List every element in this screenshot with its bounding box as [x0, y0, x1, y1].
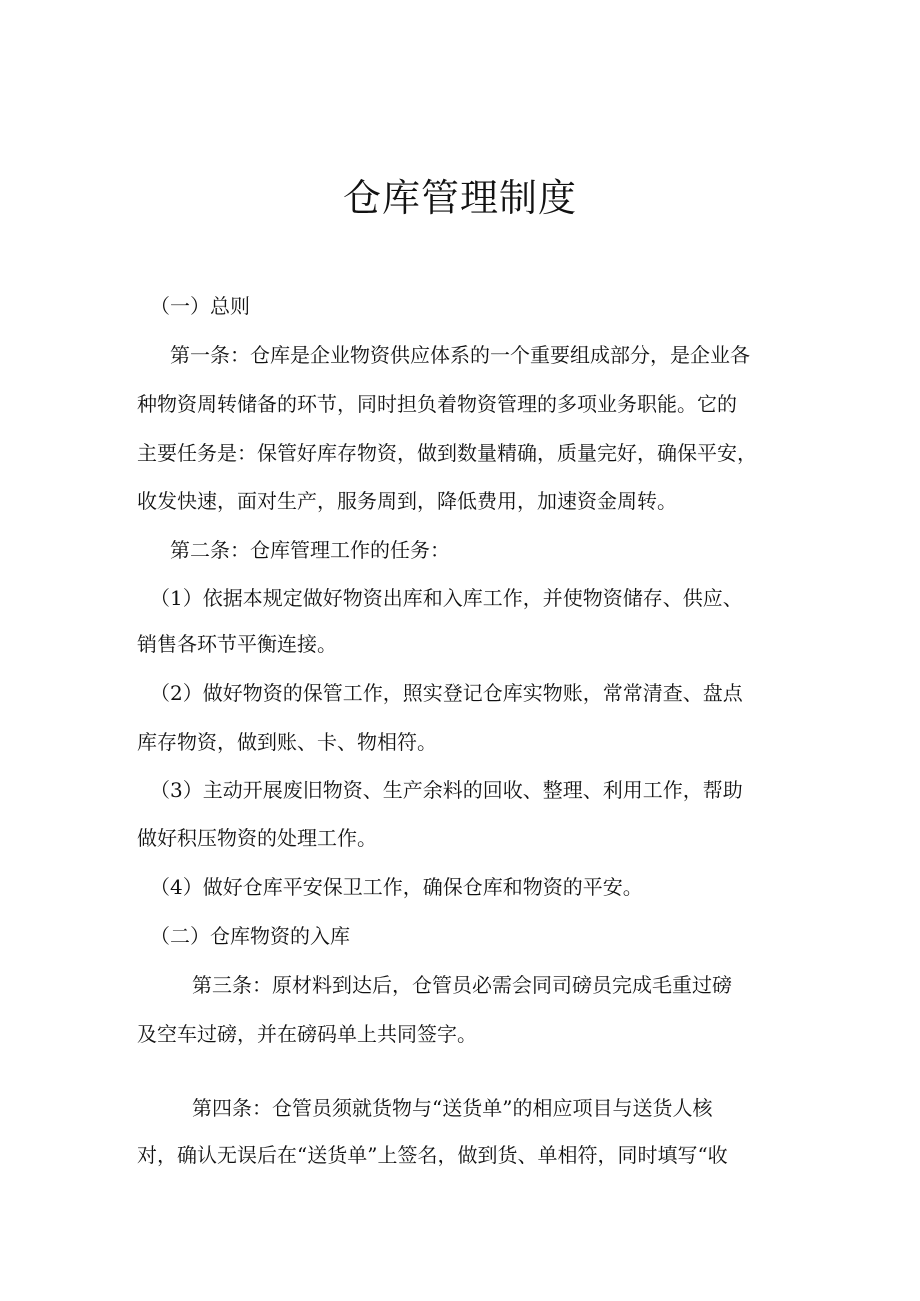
- paragraph-line: 种物资周转储备的环节，同时担负着物资管理的多项业务职能。它的: [137, 392, 737, 416]
- section-heading-inbound: （二）仓库物资的入库: [150, 924, 350, 948]
- list-item-line: （2）做好物资的保管工作，照实登记仓库实物账，常常清查、盘点: [150, 681, 743, 705]
- paragraph-line: 主要任务是：保管好库存物资，做到数量精确，质量完好，确保平安，: [137, 441, 757, 465]
- paragraph-line: 及空车过磅，并在磅码单上共同签字。: [137, 1022, 477, 1046]
- paragraph-line: 第四条：仓管员须就货物与“送货单”的相应项目与送货人核: [192, 1096, 713, 1120]
- list-item-line: （4）做好仓库平安保卫工作，确保仓库和物资的平安。: [150, 875, 643, 899]
- paragraph-line: 对，确认无误后在“送货单”上签名，做到货、单相符，同时填写“收: [137, 1143, 728, 1167]
- list-item-line: （1）依据本规定做好物资出库和入库工作，并使物资储存、供应、: [150, 586, 743, 610]
- paragraph-line: 第一条：仓库是企业物资供应体系的一个重要组成部分，是企业各: [170, 343, 750, 367]
- paragraph-line: 收发快速，面对生产，服务周到，降低费用，加速资金周转。: [137, 489, 677, 513]
- paragraph-line: 第三条：原材料到达后，仓管员必需会同司磅员完成毛重过磅: [192, 973, 732, 997]
- document-title: 仓库管理制度: [342, 176, 577, 220]
- list-item-line: 销售各环节平衡连接。: [137, 632, 337, 656]
- list-item-line: （3）主动开展废旧物资、生产余料的回收、整理、利用工作，帮助: [150, 778, 743, 802]
- section-heading-general: （一）总则: [150, 294, 250, 318]
- paragraph-line: 第二条：仓库管理工作的任务：: [170, 538, 450, 562]
- list-item-line: 库存物资，做到账、卡、物相符。: [137, 730, 437, 754]
- list-item-line: 做好积压物资的处理工作。: [137, 826, 377, 850]
